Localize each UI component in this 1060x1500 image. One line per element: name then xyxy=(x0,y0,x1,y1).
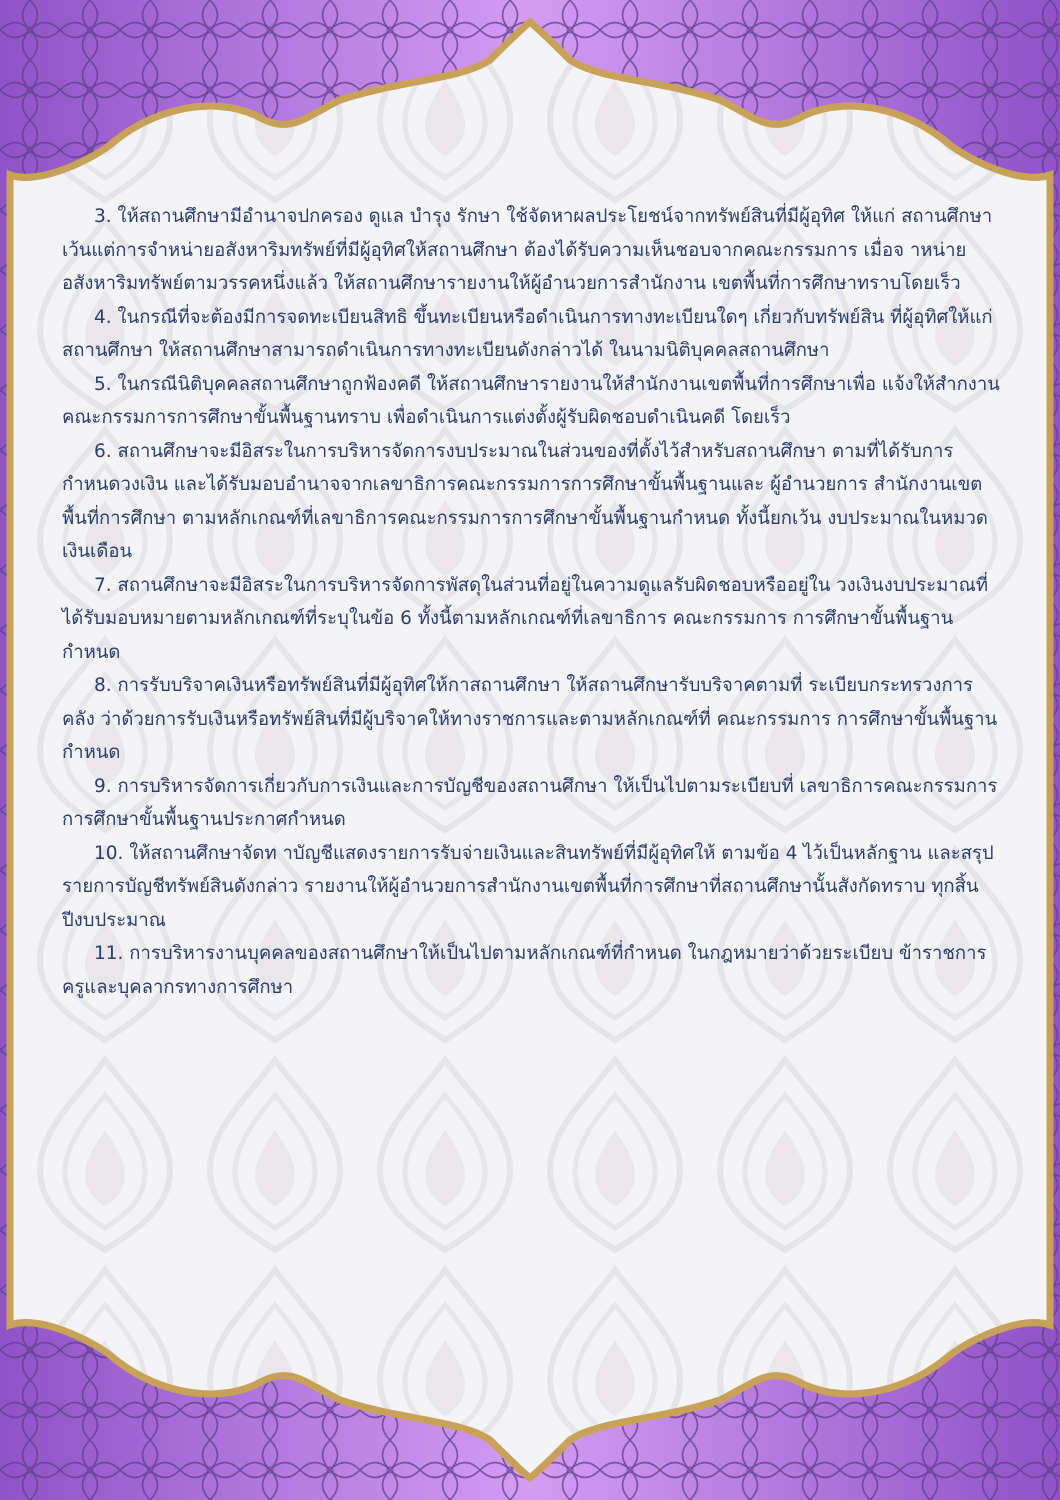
document-body xyxy=(62,200,1002,1004)
paragraph-11: 11. การบริหารงานบุคคลของสถานศึกษาให้เป็นไปตามหลักเกณฑ์ที่กำหนด ในกฎหมายว่าด้วยระเบียบ ข้าราชการครูและบุคลากรทางการศึกษา xyxy=(62,943,987,998)
paragraph-3: 3. ให้สถานศึกษามีอำนาจปกครอง ดูแล บำรุง รักษา ใช้จัดหาผลประโยชน์จากทรัพย์สินที่มีผู้อุทิศ ให้แก่ สถานศึกษา เว้นแต่การจำหน่ายอสังหาริมทรัพย์ที่มีผู้อุทิศให้สถานศึกษา ต้องได้รับความเห็นชอบจากคณะกรรมการ เมื่อจ าหน่ายอสังหาริมทรัพย์ตามวรรคหนึ่งแล้ว ให้สถานศึกษารายงานให้ผู้อำนวยการสำนักงาน เขตพื้นที่การศึกษาทราบโดยเร็ว xyxy=(62,206,993,294)
paragraph-7: 7. สถานศึกษาจะมีอิสระในการบริหารจัดการพัสดุในส่วนที่อยู่ในความดูแลรับผิดชอบหรืออยู่ใน วงเงินงบประมาณที่ได้รับมอบหมายตามหลักเกณฑ์ที่ระบุในข้อ 6 ทั้งนี้ตามหลักเกณฑ์ที่เลขาธิการ คณะกรรมการ การศึกษาขั้นพื้นฐานกำหนด xyxy=(62,574,989,663)
paragraph-9: 9. การบริหารจัดการเกี่ยวกับการเงินและการบัญชีของสถานศึกษา ให้เป็นไปตามระเบียบที่ เลขาธิการคณะกรรมการการศึกษาขั้นพื้นฐานประกาศกำหนด xyxy=(62,775,998,830)
paragraph-10: 10. ให้สถานศึกษาจัดท าบัญชีแสดงรายการรับจ่ายเงินและสินทรัพย์ที่มีผู้อุทิศให้ ตามข้อ 4 ไว้เป็นหลักฐาน และสรุปรายการบัญชีทรัพย์สินดังกล่าว รายงานให้ผู้อำนวยการสำนักงานเขตพื้นที่การศึกษาที่สถานศึกษานั้นสังกัดทราบ ทุกสิ้นปีงบประมาณ xyxy=(62,842,994,931)
paragraph-8: 8. การรับบริจาคเงินหรือทรัพย์สินที่มีผู้อุทิศให้กาสถานศึกษา ให้สถานศึกษารับบริจาคตามที่ ระเบียบกระทรวงการคลัง ว่าด้วยการรับเงินหรือทรัพย์สินที่มีผู้บริจาคให้ทางราชการและตามหลักเกณฑ์ที่ คณะกรรมการ การศึกษาขั้นพื้นฐานกำหนด xyxy=(62,675,998,763)
paragraph-5: 5. ในกรณีนิติบุคคลสถานศึกษาถูกฟ้องคดี ให้สถานศึกษารายงานให้สำนักงานเขตพื้นที่การศึกษาเพื่อ แจ้งให้สำกงานคณะกรรมการการศึกษาขั้นพื้นฐานทราบ เพื่อดำเนินการแต่งตั้งผู้รับผิดชอบดำเนินคดี โดยเร็ว xyxy=(62,373,1000,428)
paragraph-6: 6. สถานศึกษาจะมีอิสระในการบริหารจัดการงบประมาณในส่วนของที่ตั้งไว้สำหรับสถานศึกษา ตามที่ได้รับการกำหนดวงเงิน และได้รับมอบอำนาจจากเลขาธิการคณะกรรมการการศึกษาขั้นพื้นฐานและ ผู้อำนวยการ สำนักงานเขตพื้นที่การศึกษา ตามหลักเกณฑ์ที่เลขาธิการคณะกรรมการการศึกษาขั้นพื้นฐานกำหนด ทั้งนี้ยกเว้น งบประมาณในหมวดเงินเดือน xyxy=(62,440,988,562)
paragraph-4: 4. ในกรณีที่จะต้องมีการจดทะเบียนสิทธิ ขึ้นทะเบียนหรือดำเนินการทางทะเบียนใดๆ เกี่ยวกับทรัพย์สิน ที่ผู้อุทิศให้แก่สถานศึกษา ให้สถานศึกษาสามารถดำเนินการทางทะเบียนดังกล่าวได้ ในนามนิติบุคคลสถานศึกษา xyxy=(62,306,993,361)
